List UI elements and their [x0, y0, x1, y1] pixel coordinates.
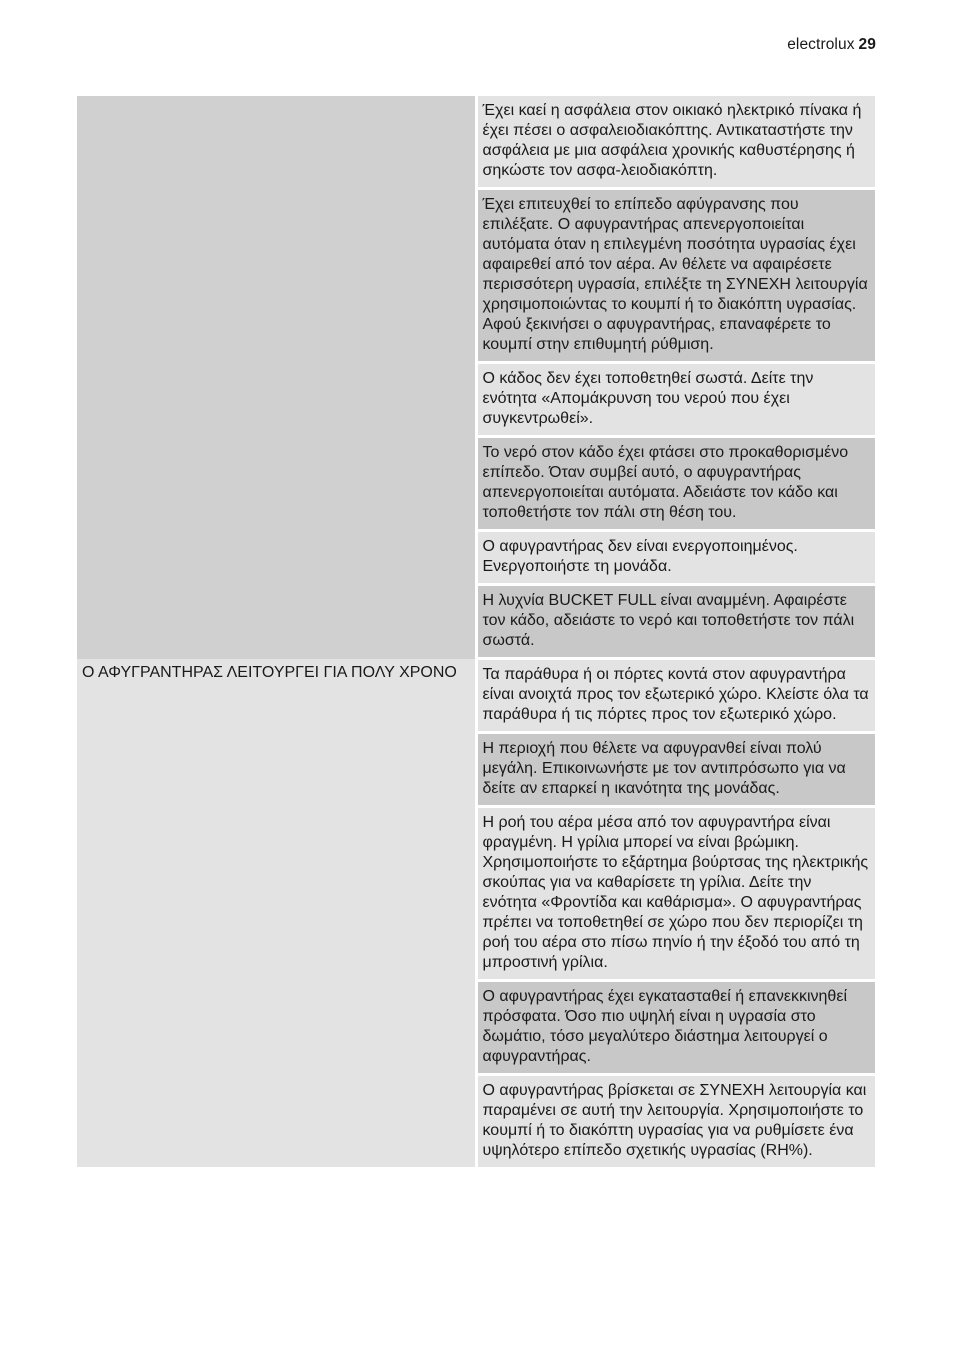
brand-name: electrolux: [787, 36, 855, 53]
solution-cell: Η περιοχή που θέλετε να αφυγρανθεί είναι πολύ μεγάλη. Επικοινωνήστε με τον αντιπρόσωπο για να δείτε αν επαρκεί η ικανότητα της μονάδας.: [476, 733, 875, 807]
page-header: [787, 36, 876, 54]
solution-cell: Έχει επιτευχθεί το επίπεδο αφύγρανσης που επιλέξατε. Ο αφυγραντήρας απενεργοποιείται αυτόματα όταν η επιλεγμένη ποσότητα υγρασίας έχει αφαιρεθεί από τον αέρα. Αν θέλετε να αφαιρέσετε περισσότερη υγρασία, επιλέξτε τη ΣΥΝΕΧΗ λειτουργία χρησιμοποιώντας το κουμπί ή το διακόπτη υγρασίας. Αφού ξεκινήσει ο αφυγραντήρας, επαναφέρετε το κουμπί στην επιθυμητή ρύθμιση.: [476, 189, 875, 363]
troubleshooting-table: [77, 96, 875, 1167]
problem-text: Ο ΑΦΥΓΡΑΝΤΗΡΑΣ ΛΕΙΤΟΥΡΓΕΙ ΓΙΑ ΠΟΛΥ ΧΡΟΝΟ: [82, 663, 457, 681]
solution-cell: Τα παράθυρα ή οι πόρτες κοντά στον αφυγραντήρα είναι ανοιχτά προς τον εξωτερικό χώρο. Κλείστε όλα τα παράθυρα ή τις πόρτες προς τον εξωτερικό χώρο.: [476, 659, 875, 733]
problem-text: [77, 96, 475, 100]
problem-cell: [77, 96, 476, 659]
solution-cell: Η ροή του αέρα μέσα από τον αφυγραντήρα είναι φραγμένη. Η γρίλια μπορεί να είναι βρώμικη. Χρησιμοποιήστε το εξάρτημα βούρτσας της ηλεκτρικής σκούπας για να καθαρίσετε τη γρίλια. Δείτε την ενότητα «Φροντίδα και καθάρισμα». Ο αφυγραντήρας πρέπει να τοποθετηθεί σε χώρο που δεν περιορίζει τη ροή του αέρα στο πίσω πηνίο ή την έξοδό του από τη μπροστινή γρίλια.: [476, 807, 875, 981]
solution-cell: Ο αφυγραντήρας δεν είναι ενεργοποιημένος. Ενεργοποιήστε τη μονάδα.: [476, 531, 875, 585]
table-row: [77, 96, 875, 189]
page-number: 29: [858, 36, 876, 53]
solution-cell: Έχει καεί η ασφάλεια στον οικιακό ηλεκτρικό πίνακα ή έχει πέσει ο ασφαλειοδιακόπτης. Αντικαταστήστε την ασφάλεια με μια ασφάλεια χρονικής καθυστέρησης ή σηκώστε τον ασφα-λειοδιακόπτη.: [476, 96, 875, 189]
solution-cell: Το νερό στον κάδο έχει φτάσει στο προκαθορισμένο επίπεδο. Όταν συμβεί αυτό, ο αφυγραντήρας απενεργοποιείται αυτόματα. Αδειάστε τον κάδο και τοποθετήστε τον πάλι στη θέση του.: [476, 437, 875, 531]
solution-cell: Ο κάδος δεν έχει τοποθετηθεί σωστά. Δείτε την ενότητα «Απομάκρυνση του νερού που έχει συγκεντρωθεί».: [476, 363, 875, 437]
solution-cell: Ο αφυγραντήρας έχει εγκατασταθεί ή επανεκκινηθεί πρόσφατα. Όσο πιο υψηλή είναι η υγρασία στο δωμάτιο, τόσο μεγαλύτερο διάστημα λειτουργεί ο αφυγραντήρας.: [476, 981, 875, 1075]
solution-cell: Ο αφυγραντήρας βρίσκεται σε ΣΥΝΕΧΗ λειτουργία και παραμένει σε αυτή την λειτουργία. Χρησιμοποιήστε το κουμπί ή το διακόπτη υγρασίας για να ρυθμίσετε ένα υψηλότερο επίπεδο σχετικής υγρασίας (RH%).: [476, 1075, 875, 1168]
solution-cell: Η λυχνία BUCKET FULL είναι αναμμένη. Αφαιρέστε τον κάδο, αδειάστε το νερό και τοποθετήστε τον πάλι σωστά.: [476, 585, 875, 659]
problem-cell: [77, 659, 476, 1168]
table-row: [77, 659, 875, 733]
